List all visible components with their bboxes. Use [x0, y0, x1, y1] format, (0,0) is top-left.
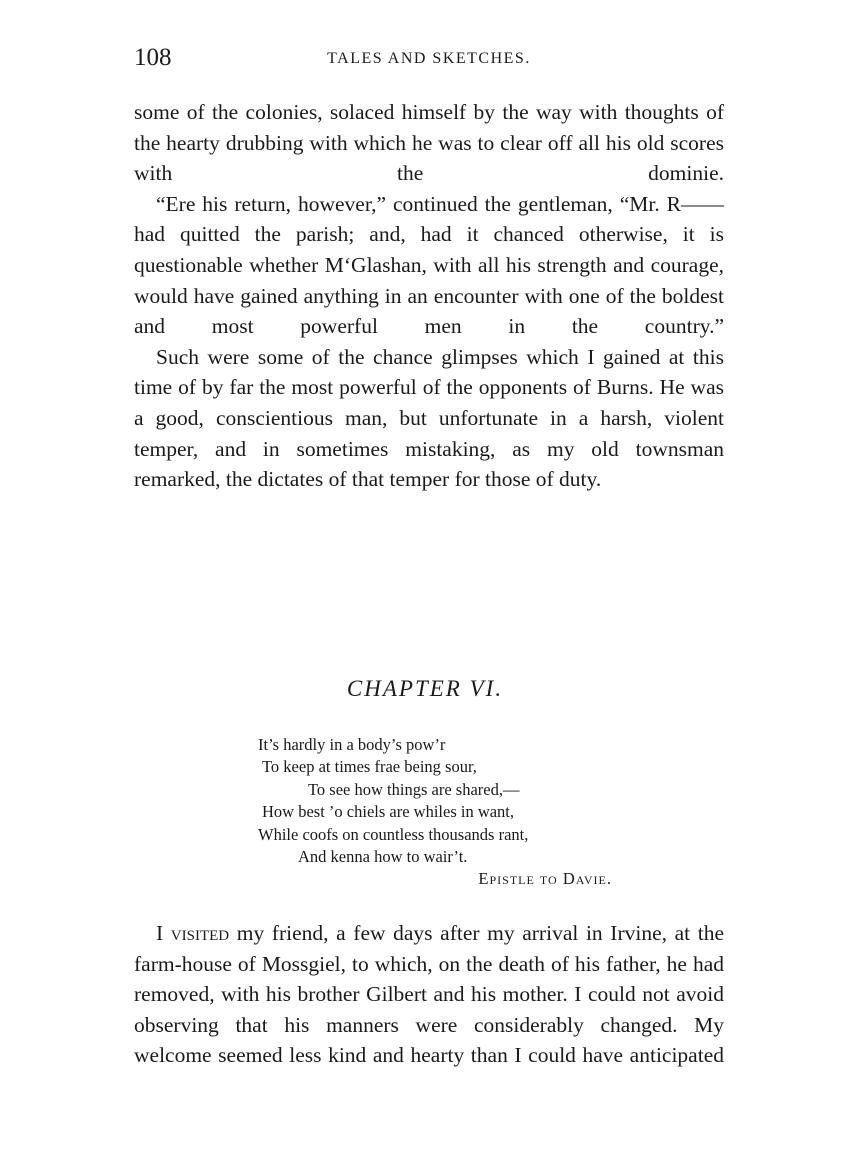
running-head: TALES AND SKETCHES.	[327, 50, 531, 67]
page-number: 108	[134, 44, 172, 71]
paragraph-continuation: some of the colonies, solaced himself by the way with thoughts of the hearty drubbing with which he was to clear off all his old scores with the dominie.	[134, 100, 724, 186]
epigraph-source: Epistle to Davie.	[478, 869, 612, 889]
paragraph-burns-opponent: Such were some of the chance glimpses which I gained at this time of by far the most powerful of the opponents of Burns. He was a good, conscientious man, but unfortunate in a harsh, violent temper, and in sometimes mistaking, as my old townsman remarked, the dictates of that temper for those of duty.	[134, 344, 724, 492]
epigraph-line: How best ’o chiels are whiles in want,	[262, 802, 515, 822]
epigraph-line: To keep at times frae being sour,	[262, 757, 477, 777]
paragraph-lead-words: I visited	[156, 921, 230, 945]
epigraph-line: To see how things are shared,—	[308, 779, 520, 799]
epigraph-line: And kenna how to wair’t.	[298, 847, 468, 867]
epigraph-line: While coofs on countless thousands rant,	[258, 824, 529, 844]
paragraph-visit-text: my friend, a few days after my arrival in Irvine, at the farm-house of Mossgiel, to which, on the death of his father, he had removed, with his brother Gilbert and his mother. I could not avoid observing that his manners were considerably changed. My welcome seemed less kind and hearty than I could have anticipated	[134, 921, 724, 1068]
top-text-block	[134, 97, 724, 495]
epigraph	[258, 734, 618, 891]
chapter-heading: CHAPTER VI.	[346, 676, 504, 701]
page-header	[134, 44, 724, 74]
paragraph-visit	[134, 918, 724, 1071]
bottom-text-block	[134, 918, 724, 1071]
paragraph-quote: “Ere his return, however,” continued the gentleman, “Mr. R—— had quitted the parish; and, had it chanced otherwise, it is questionable whether M‘Glashan, with all his strength and courage, would have gained anything in an encounter with one of the boldest and most powerful men in the country.”	[134, 191, 724, 339]
epigraph-line: It’s hardly in a body’s pow’r	[258, 735, 446, 754]
